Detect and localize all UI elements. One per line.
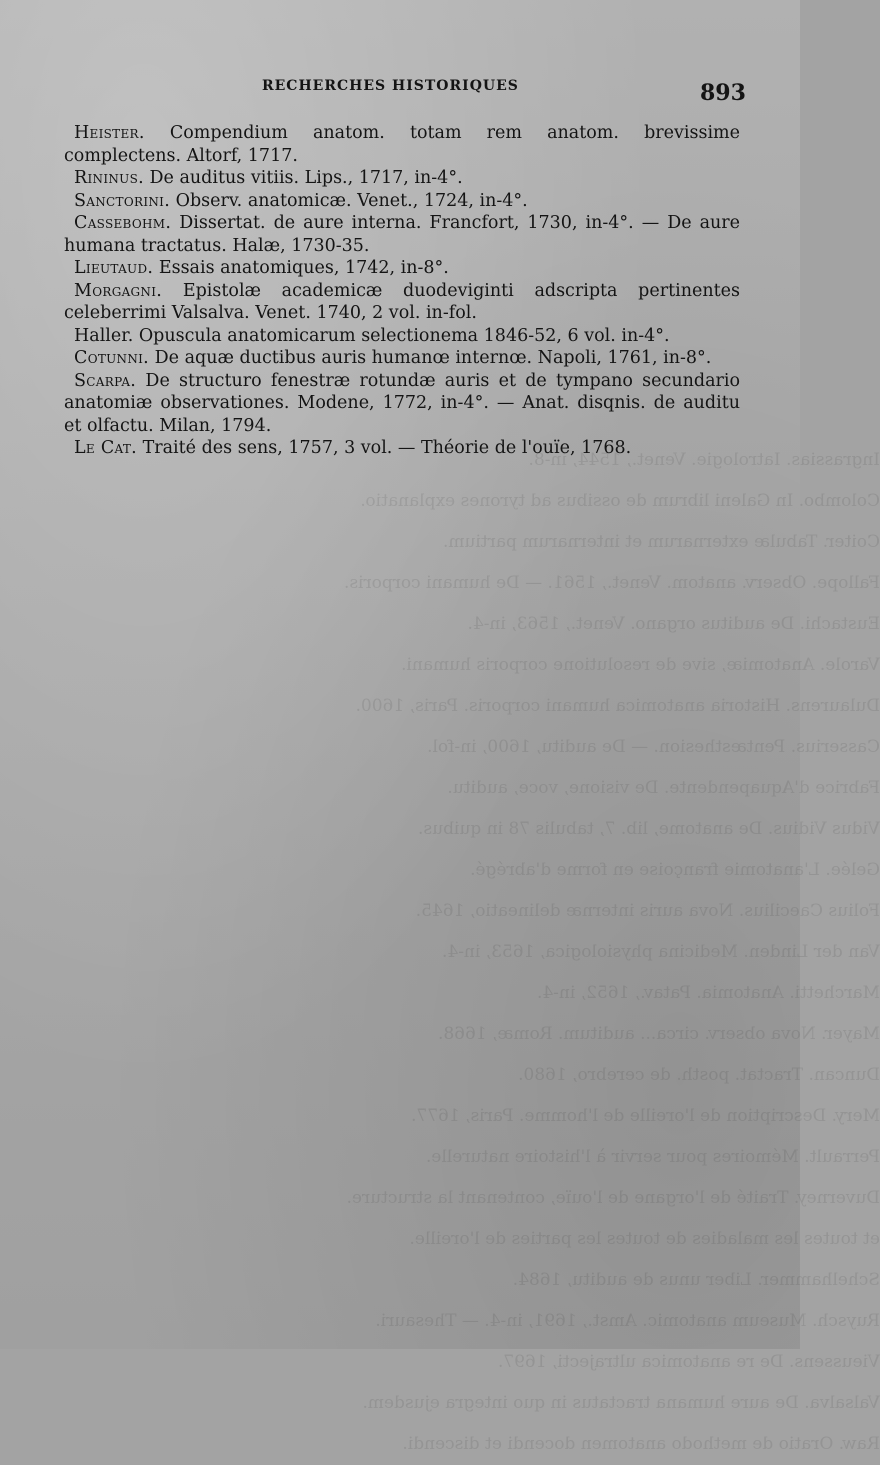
- entry-author: Le Cat.: [74, 438, 138, 458]
- bibliography-entry: [64, 347, 740, 370]
- bibliography-entry: [64, 437, 740, 460]
- entry-author: Heister.: [74, 123, 145, 143]
- entry-text: Epistolæ academicæ duodeviginti adscripta pertinentes celeberrimi Valsalva. Venet. 1740, 2 vol. in-fol.: [64, 280, 740, 323]
- bibliography-entry: [64, 167, 740, 190]
- entry-text: Haller. Opuscula anatomicarum selectionema 1846-52, 6 vol. in-4°.: [74, 325, 670, 346]
- show-through-text: Ingrassias. Iatrologie. Venet., 1544, in-8. Colombo. In Galeni librum de ossibus ad tyrones explanatio. Coiter. Tabulæ externarum et internarum partium. Fallope. Observ. anatom. Venet., 1561. — De humani corporis. Eustachi. De auditus organo. Venet., 1563, in-4. Varole. Anatomiæ, sive de resolutione corporis humani. Dulaurens. Historia anatomica humani corporis. Paris, 1600. Casserius. Pentæsthesion. — De auditu, 1600, in-fol. Fabrice d'Aquapendente. De visione, voce, auditu. Vidus Vidius. De anatome, lib. 7, tabulis 78 in quibus. Gelée. L'anatomie françoise en forme d'abrégé. Folius Caecilius. Nova auris internæ delineatio, 1645. Van der Linden. Medicina physiologica, 1653, in-4. Marchetti. Anatomia. Patav., 1652, in-4. Mayer. Nova observ. circa... auditum. Romæ, 1668. Duncan. Tractat. posth. de cerebro, 1680. Mery. Description de l'oreille de l'homme. Paris, 1677. Perrault. Mémoires pour servir à l'histoire naturelle. Duverney. Traité de l'organe de l'ouïe, contenant la structure. et toutes les maladies de toutes les parties de l'oreille. Schelhammer. Liber unus de auditu, 1684. Ruysch. Museum anatomic. Amst., 1691, in-4. — Thesauri. Vieussens. De re anatomica ultrajecti, 1697. Valsalva. De aure humana tractatus in quo integra ejusdem. Raw. Oratio de methodo anatomen docendi et discendi.: [343, 450, 880, 1454]
- entry-text: Dissertat. de aure interna. Francfort, 1730, in-4°. — De aure humana tractatus. Halæ, 1730-35.: [64, 213, 740, 256]
- entry-author: Scarpa.: [74, 370, 137, 391]
- bibliography-entry: [64, 190, 740, 213]
- bibliography-list: [64, 122, 740, 460]
- page-number: 893: [700, 80, 746, 106]
- bibliography-entry: [64, 122, 740, 167]
- bibliography-entry: [64, 325, 740, 348]
- entry-author: Cassebohm.: [74, 213, 172, 233]
- entry-author: Cotunni.: [74, 348, 150, 368]
- bibliography-entry: [64, 280, 740, 325]
- entry-author: Sanctorini.: [74, 190, 171, 211]
- bibliography-entry: [64, 370, 740, 438]
- entry-text: De structuro fenestræ rotundæ auris et de tympano secundario anatomiæ observationes. Modene, 1772, in-4°. — Anat. disqnis. de auditu et olfactu. Milan, 1794.: [64, 370, 740, 436]
- entry-text: De auditus vitiis. Lips., 1717, in-4°.: [143, 168, 463, 188]
- entry-text: Essais anatomiques, 1742, in-8°.: [153, 258, 449, 278]
- running-title: RECHERCHES HISTORIQUES: [262, 78, 519, 94]
- entry-author: Lieutaud.: [74, 258, 154, 278]
- entry-text: Compendium anatom. totam rem anatom. brevissime complectens. Altorf, 1717.: [64, 123, 740, 166]
- entry-text: Observ. anatomicæ. Venet., 1724, in-4°.: [170, 190, 528, 211]
- entry-text: De aquæ ductibus auris humanœ internœ. Napoli, 1761, in-8°.: [149, 348, 712, 368]
- entry-author: Morgagni.: [74, 280, 163, 301]
- entry-text: Traité des sens, 1757, 3 vol. — Théorie de l'ouïe, 1768.: [137, 438, 632, 458]
- bibliography-entry: [64, 257, 740, 280]
- bibliography-entry: [64, 212, 740, 257]
- entry-author: Rininus.: [74, 168, 144, 188]
